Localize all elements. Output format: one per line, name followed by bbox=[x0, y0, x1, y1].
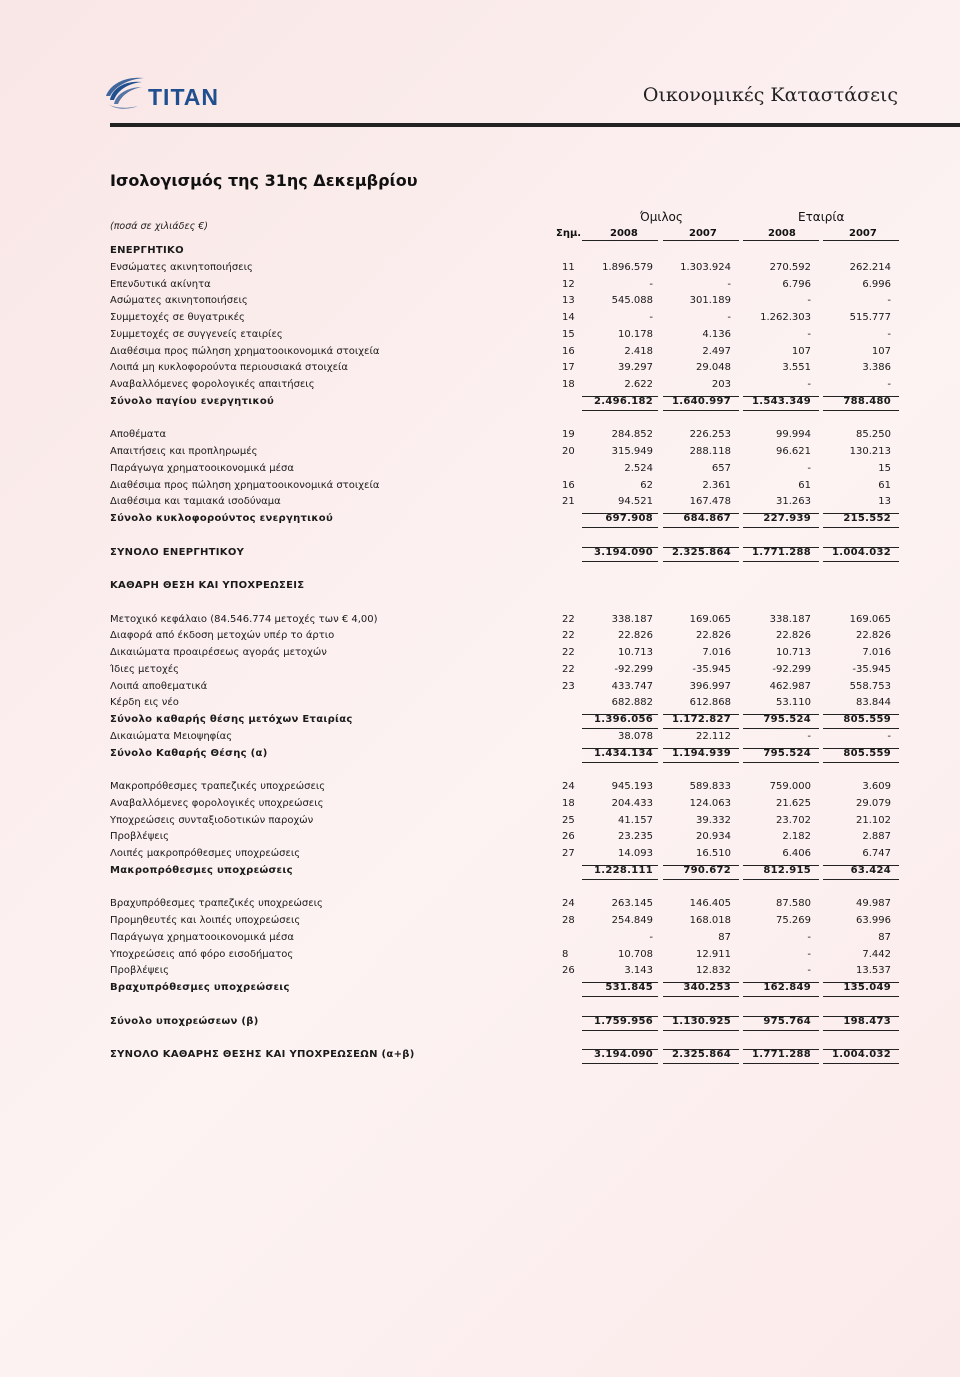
company-2008-value: 162.849 bbox=[763, 982, 811, 993]
spacer-row bbox=[110, 528, 900, 545]
row-label: Διαφορά από έκδοση μετοχών υπέρ το άρτιο bbox=[110, 630, 335, 642]
table-row bbox=[110, 930, 900, 947]
company-2007-value: 107 bbox=[871, 345, 891, 357]
group-2008-value: 10.713 bbox=[618, 647, 653, 658]
row-label: Σύνολο Καθαρής Θέσης (α) bbox=[110, 747, 268, 759]
balance-sheet-table bbox=[110, 243, 900, 1064]
row-label: Μακροπρόθεσμες τραπεζικές υποχρεώσεις bbox=[110, 781, 326, 792]
company-2008-value: - bbox=[807, 965, 811, 977]
company-header: Εταιρία bbox=[798, 210, 845, 224]
group-2007-value: 684.867 bbox=[683, 513, 731, 524]
company-2008-value: 795.524 bbox=[763, 747, 811, 759]
note-number: 17 bbox=[562, 362, 575, 374]
company-2008-value: 1.771.288 bbox=[751, 1049, 811, 1060]
company-2008-value: 975.764 bbox=[763, 1015, 811, 1027]
company-2008-value: 270.592 bbox=[769, 261, 811, 273]
note-number: 13 bbox=[562, 295, 575, 307]
section-label: ΚΑΘΑΡΗ ΘΕΣΗ ΚΑΙ ΥΠΟΧΡΕΩΣΕΙΣ bbox=[110, 580, 305, 591]
group-2007-value: 657 bbox=[711, 462, 731, 474]
company-2007-value: 85.250 bbox=[856, 429, 891, 441]
table-row bbox=[110, 628, 900, 645]
company-2008-value: 1.262.303 bbox=[760, 312, 811, 323]
group-2007-value: 301.189 bbox=[689, 295, 731, 307]
row-label: Διαθέσιμα προς πώληση χρηματοοικονομικά στοιχεία bbox=[110, 479, 380, 491]
header-underline bbox=[823, 240, 899, 241]
company-2008-value: 462.987 bbox=[769, 680, 811, 692]
section-heading bbox=[110, 243, 900, 260]
header-underline bbox=[663, 240, 739, 241]
section-label: ΕΝΕΡΓΗΤΙΚΟ bbox=[110, 245, 184, 256]
table-row bbox=[110, 461, 900, 478]
company-2008-value: 21.625 bbox=[776, 797, 811, 809]
row-label: Αποθέματα bbox=[110, 429, 167, 441]
group-2008-value: 94.521 bbox=[618, 496, 653, 508]
company-2007-value: 262.214 bbox=[849, 261, 891, 273]
total-row bbox=[110, 1047, 900, 1064]
company-2008-value: 1.543.349 bbox=[751, 395, 811, 407]
company-2007-value: 7.442 bbox=[862, 948, 891, 960]
group-2008-value: 62 bbox=[640, 479, 653, 491]
header-divider bbox=[110, 123, 960, 127]
company-2008-value: 96.621 bbox=[776, 446, 811, 457]
note-number: 16 bbox=[562, 479, 575, 491]
group-2007-value: 22.826 bbox=[696, 630, 731, 642]
note-number: 21 bbox=[562, 496, 575, 508]
table-row bbox=[110, 444, 900, 461]
table-row bbox=[110, 695, 900, 712]
group-2008-value: 545.088 bbox=[611, 295, 653, 307]
group-2008-value: 263.145 bbox=[611, 898, 653, 910]
company-2007-header: 2007 bbox=[849, 228, 877, 239]
company-2008-value: 2.182 bbox=[782, 831, 811, 843]
group-2008-value: 22.826 bbox=[618, 630, 653, 642]
row-label: Αναβαλλόμενες φορολογικές υποχρεώσεις bbox=[110, 797, 324, 809]
company-2007-value: 63.424 bbox=[850, 864, 891, 876]
company-2008-value: 1.771.288 bbox=[751, 546, 811, 558]
group-2007-value: 589.833 bbox=[689, 781, 731, 792]
note-number: 22 bbox=[562, 647, 575, 658]
row-label: Λοιπές μακροπρόθεσμες υποχρεώσεις bbox=[110, 848, 301, 859]
table-row bbox=[110, 277, 900, 294]
row-label: Υποχρεώσεις συνταξιοδοτικών παροχών bbox=[110, 814, 314, 826]
group-2007-value: 288.118 bbox=[689, 446, 731, 457]
company-2007-value: 805.559 bbox=[843, 714, 891, 725]
note-number: 22 bbox=[562, 663, 575, 675]
group-2007-value: 124.063 bbox=[689, 797, 731, 809]
table-row bbox=[110, 729, 900, 746]
group-2008-value: 3.194.090 bbox=[593, 546, 653, 558]
group-2007-value: 2.497 bbox=[702, 345, 731, 357]
group-2008-value: 2.622 bbox=[624, 379, 653, 390]
table-row bbox=[110, 360, 900, 377]
row-label: Λοιπά μη κυκλοφορούντα περιουσιακά στοιχεία bbox=[110, 362, 349, 374]
company-2007-value: - bbox=[887, 730, 891, 742]
group-header: Όμιλος bbox=[640, 210, 683, 224]
company-2007-value: 7.016 bbox=[862, 647, 891, 658]
group-2008-value: 3.143 bbox=[624, 965, 653, 977]
group-2007-value: 7.016 bbox=[702, 647, 731, 658]
group-2007-value: 2.361 bbox=[702, 479, 731, 491]
company-2007-value: 6.996 bbox=[862, 278, 891, 290]
company-2007-value: 805.559 bbox=[843, 747, 891, 759]
group-2008-value: - bbox=[649, 931, 653, 943]
spacer-row bbox=[110, 880, 900, 897]
row-label: Ενσώματες ακινητοποιήσεις bbox=[110, 261, 253, 273]
company-2007-value: 29.079 bbox=[856, 797, 891, 809]
group-2008-value: - bbox=[649, 312, 653, 323]
group-2008-value: 697.908 bbox=[605, 513, 653, 524]
table-row bbox=[110, 813, 900, 830]
note-column-header: Σημ. bbox=[556, 228, 582, 239]
group-2007-value: 168.018 bbox=[689, 915, 731, 926]
group-2008-value: 2.418 bbox=[624, 345, 653, 357]
total-row bbox=[110, 712, 900, 729]
table-row bbox=[110, 478, 900, 495]
company-2008-value: - bbox=[807, 328, 811, 340]
group-2008-value: 10.708 bbox=[618, 948, 653, 960]
note-number: 28 bbox=[562, 915, 575, 926]
group-2007-value: 203 bbox=[711, 379, 731, 390]
company-2008-value: 61 bbox=[798, 479, 811, 491]
group-2007-value: 20.934 bbox=[696, 831, 731, 843]
row-label: Σύνολο κυκλοφορούντος ενεργητικού bbox=[110, 513, 333, 524]
group-2007-value: 4.136 bbox=[702, 328, 731, 340]
group-2008-value: 682.882 bbox=[611, 697, 653, 709]
note-number: 25 bbox=[562, 814, 575, 826]
group-2008-value: 23.235 bbox=[618, 831, 653, 843]
table-row bbox=[110, 846, 900, 863]
group-2007-value: 167.478 bbox=[689, 496, 731, 508]
group-2007-value: 169.065 bbox=[689, 613, 731, 625]
group-2008-value: 41.157 bbox=[618, 814, 653, 826]
note-number: 16 bbox=[562, 345, 575, 357]
group-2008-value: 2.524 bbox=[624, 462, 653, 474]
note-number: 24 bbox=[562, 781, 575, 792]
group-2008-value: -92.299 bbox=[614, 663, 653, 675]
total-row bbox=[110, 511, 900, 528]
company-2008-value: 6.796 bbox=[782, 278, 811, 290]
group-2008-value: - bbox=[649, 278, 653, 290]
table-row bbox=[110, 779, 900, 796]
group-2007-value: 12.832 bbox=[696, 965, 731, 977]
group-2008-value: 338.187 bbox=[611, 613, 653, 625]
row-label: Προμηθευτές και λοιπές υποχρεώσεις bbox=[110, 915, 301, 926]
group-2008-value: 284.852 bbox=[611, 429, 653, 441]
table-row bbox=[110, 344, 900, 361]
company-2007-value: 515.777 bbox=[849, 312, 891, 323]
total-row bbox=[110, 746, 900, 763]
company-2007-value: 87 bbox=[878, 931, 891, 943]
note-number: 26 bbox=[562, 965, 575, 977]
company-2007-value: - bbox=[887, 328, 891, 340]
note-number: 22 bbox=[562, 613, 575, 625]
note-number: 23 bbox=[562, 680, 575, 692]
group-2007-value: - bbox=[727, 278, 731, 290]
company-2007-value: 83.844 bbox=[856, 697, 891, 709]
row-label: Ασώματες ακινητοποιήσεις bbox=[110, 295, 248, 307]
company-2008-value: - bbox=[807, 931, 811, 943]
row-label: Προβλέψεις bbox=[110, 965, 169, 977]
company-2008-value: 31.263 bbox=[776, 496, 811, 508]
row-label: Επενδυτικά ακίνητα bbox=[110, 278, 211, 290]
company-2007-value: 169.065 bbox=[849, 613, 891, 625]
company-2008-value: 53.110 bbox=[776, 697, 811, 709]
company-2008-value: 795.524 bbox=[763, 714, 811, 725]
group-2008-value: 254.849 bbox=[611, 915, 653, 926]
row-label: Δικαιώματα Μειοψηφίας bbox=[110, 730, 233, 742]
spacer-row bbox=[110, 762, 900, 779]
row-label: ΣΥΝΟΛΟ ΕΝΕΡΓΗΤΙΚΟΥ bbox=[110, 546, 245, 558]
table-row bbox=[110, 829, 900, 846]
row-label: Αναβαλλόμενες φορολογικές απαιτήσεις bbox=[110, 379, 315, 390]
company-2007-value: 2.887 bbox=[862, 831, 891, 843]
company-2007-value: - bbox=[887, 295, 891, 307]
row-label: Συμμετοχές σε συγγενείς εταιρίες bbox=[110, 328, 283, 340]
group-2007-value: 87 bbox=[718, 931, 731, 943]
spacer-row bbox=[110, 595, 900, 612]
group-2008-value: 1.759.956 bbox=[593, 1015, 653, 1027]
company-2008-value: 10.713 bbox=[776, 647, 811, 658]
group-2008-value: 10.178 bbox=[618, 328, 653, 340]
company-2008-value: 812.915 bbox=[763, 864, 811, 876]
page-header bbox=[0, 0, 960, 128]
spacer-row bbox=[110, 411, 900, 428]
company-2008-value: 338.187 bbox=[769, 613, 811, 625]
company-2007-value: 63.996 bbox=[856, 915, 891, 926]
group-2008-value: 1.434.134 bbox=[593, 747, 653, 759]
group-2008-header: 2008 bbox=[610, 228, 638, 239]
table-row bbox=[110, 947, 900, 964]
company-2008-value: - bbox=[807, 295, 811, 307]
company-2008-header: 2008 bbox=[768, 228, 796, 239]
document-title: Οικονομικές Καταστάσεις bbox=[642, 84, 898, 106]
group-2008-value: 39.297 bbox=[618, 362, 653, 374]
table-row bbox=[110, 327, 900, 344]
note-number: 24 bbox=[562, 898, 575, 910]
row-label: Υποχρεώσεις από φόρο εισοδήματος bbox=[110, 948, 294, 960]
header-underline bbox=[743, 240, 819, 241]
units-note: (ποσά σε χιλιάδες €) bbox=[110, 221, 208, 232]
row-label: Βραχυπρόθεσμες υποχρεώσεις bbox=[110, 982, 290, 993]
company-2007-value: 198.473 bbox=[843, 1015, 891, 1027]
row-label: Σύνολο καθαρής θέσης μετόχων Εταιρίας bbox=[110, 714, 353, 725]
group-2007-value: 146.405 bbox=[689, 898, 731, 910]
company-2007-value: 49.987 bbox=[856, 898, 891, 910]
table-row bbox=[110, 612, 900, 629]
total-row bbox=[110, 545, 900, 562]
group-2007-value: 22.112 bbox=[696, 730, 731, 742]
table-row bbox=[110, 293, 900, 310]
company-2008-value: 87.580 bbox=[776, 898, 811, 910]
table-row bbox=[110, 377, 900, 394]
group-2007-value: 1.172.827 bbox=[671, 714, 731, 725]
page-title: Ισολογισμός της 31ης Δεκεμβρίου bbox=[110, 171, 418, 190]
company-2007-value: 22.826 bbox=[856, 630, 891, 642]
company-2007-value: 61 bbox=[878, 479, 891, 491]
group-2007-value: 39.332 bbox=[696, 814, 731, 826]
group-2007-value: -35.945 bbox=[692, 663, 731, 675]
row-label: Κέρδη εις νέο bbox=[110, 697, 179, 709]
row-label: Λοιπά αποθεματικά bbox=[110, 680, 208, 692]
group-2008-value: 315.949 bbox=[611, 446, 653, 457]
company-2007-value: 6.747 bbox=[862, 848, 891, 859]
group-2008-value: 2.496.182 bbox=[593, 395, 653, 407]
row-label: Ίδιες μετοχές bbox=[110, 663, 179, 675]
total-row bbox=[110, 1014, 900, 1031]
row-label: Δικαιώματα προαιρέσεως αγοράς μετοχών bbox=[110, 647, 327, 658]
company-2008-value: - bbox=[807, 462, 811, 474]
row-label: Συμμετοχές σε θυγατρικές bbox=[110, 312, 245, 323]
company-2008-value: 75.269 bbox=[776, 915, 811, 926]
group-2007-value: 1.303.924 bbox=[680, 261, 731, 273]
note-number: 8 bbox=[562, 948, 569, 960]
titan-logo bbox=[104, 74, 244, 114]
note-number: 19 bbox=[562, 429, 575, 441]
note-number: 15 bbox=[562, 328, 575, 340]
table-row bbox=[110, 260, 900, 277]
group-2007-value: 1.640.997 bbox=[671, 395, 731, 407]
company-2007-value: 13.537 bbox=[856, 965, 891, 977]
group-2008-value: 1.896.579 bbox=[602, 261, 653, 273]
note-number: 12 bbox=[562, 278, 575, 290]
table-row bbox=[110, 310, 900, 327]
company-2007-value: 3.386 bbox=[862, 362, 891, 374]
group-2007-value: 226.253 bbox=[689, 429, 731, 441]
table-row bbox=[110, 796, 900, 813]
company-2008-value: -92.299 bbox=[772, 663, 811, 675]
group-2007-value: 29.048 bbox=[696, 362, 731, 374]
company-2007-value: 1.004.032 bbox=[831, 1049, 891, 1060]
note-number: 18 bbox=[562, 797, 575, 809]
company-2007-value: - bbox=[887, 379, 891, 390]
row-label: Διαθέσιμα προς πώληση χρηματοοικονομικά στοιχεία bbox=[110, 345, 380, 357]
company-2007-value: 1.004.032 bbox=[831, 546, 891, 558]
company-2007-value: 558.753 bbox=[849, 680, 891, 692]
group-2008-value: 3.194.090 bbox=[593, 1049, 653, 1060]
group-2007-value: 1.130.925 bbox=[671, 1015, 731, 1027]
company-2008-value: 759.000 bbox=[769, 781, 811, 792]
group-2008-value: 1.228.111 bbox=[593, 864, 653, 876]
company-2007-value: 13 bbox=[878, 496, 891, 508]
note-number: 22 bbox=[562, 630, 575, 642]
row-label: Παράγωγα χρηματοοικονομικά μέσα bbox=[110, 931, 294, 943]
total-row bbox=[110, 863, 900, 880]
group-2008-value: 14.093 bbox=[618, 848, 653, 859]
group-2008-value: 945.193 bbox=[611, 781, 653, 792]
total-row bbox=[110, 394, 900, 411]
row-label: Σύνολο παγίου ενεργητικού bbox=[110, 395, 275, 407]
company-2007-value: 215.552 bbox=[843, 513, 891, 524]
group-2008-value: 38.078 bbox=[618, 730, 653, 742]
group-2007-value: 612.868 bbox=[689, 697, 731, 709]
table-row bbox=[110, 679, 900, 696]
company-2008-value: 3.551 bbox=[782, 362, 811, 374]
row-label: Μακροπρόθεσμες υποχρεώσεις bbox=[110, 864, 293, 876]
company-2008-value: 23.702 bbox=[776, 814, 811, 826]
group-2007-value: 1.194.939 bbox=[671, 747, 731, 759]
table-row bbox=[110, 645, 900, 662]
total-row bbox=[110, 980, 900, 997]
row-label: Σύνολο υποχρεώσεων (β) bbox=[110, 1015, 259, 1027]
group-2007-value: - bbox=[727, 312, 731, 323]
group-2007-header: 2007 bbox=[689, 228, 717, 239]
company-2008-value: - bbox=[807, 730, 811, 742]
company-2007-value: 15 bbox=[878, 462, 891, 474]
group-2008-value: 1.396.056 bbox=[593, 714, 653, 725]
note-number: 20 bbox=[562, 446, 575, 457]
company-2008-value: 107 bbox=[791, 345, 811, 357]
group-2007-value: 16.510 bbox=[696, 848, 731, 859]
group-2007-value: 396.997 bbox=[689, 680, 731, 692]
spacer-row bbox=[110, 561, 900, 578]
note-number: 18 bbox=[562, 379, 575, 390]
note-number: 11 bbox=[562, 261, 575, 273]
table-row bbox=[110, 896, 900, 913]
brand-text: TITAN bbox=[148, 84, 220, 110]
company-2008-value: - bbox=[807, 948, 811, 960]
row-label: Βραχυπρόθεσμες τραπεζικές υποχρεώσεις bbox=[110, 898, 323, 910]
group-2007-value: 2.325.864 bbox=[671, 546, 731, 558]
table-row bbox=[110, 494, 900, 511]
company-2007-value: -35.945 bbox=[852, 663, 891, 675]
company-2007-value: 135.049 bbox=[843, 982, 891, 993]
company-2008-value: 99.994 bbox=[776, 429, 811, 441]
company-2008-value: - bbox=[807, 379, 811, 390]
group-2008-value: 204.433 bbox=[611, 797, 653, 809]
note-number: 26 bbox=[562, 831, 575, 843]
table-row bbox=[110, 427, 900, 444]
row-label: Μετοχικό κεφάλαιο (84.546.774 μετοχές των € 4,00) bbox=[110, 613, 378, 625]
company-2008-value: 22.826 bbox=[776, 630, 811, 642]
header-underline bbox=[582, 240, 658, 241]
row-label: Προβλέψεις bbox=[110, 831, 169, 843]
group-2007-value: 12.911 bbox=[696, 948, 731, 960]
row-label: Διαθέσιμα και ταμιακά ισοδύναμα bbox=[110, 496, 281, 508]
company-2008-value: 6.406 bbox=[782, 848, 811, 859]
table-row bbox=[110, 913, 900, 930]
group-2007-value: 340.253 bbox=[683, 982, 731, 993]
section-heading bbox=[110, 578, 900, 595]
note-number: 27 bbox=[562, 848, 575, 859]
row-label: Παράγωγα χρηματοοικονομικά μέσα bbox=[110, 462, 294, 474]
company-2008-value: 227.939 bbox=[763, 513, 811, 524]
spacer-row bbox=[110, 1030, 900, 1047]
company-2007-value: 130.213 bbox=[849, 446, 891, 457]
group-2007-value: 2.325.864 bbox=[671, 1049, 731, 1060]
spacer-row bbox=[110, 997, 900, 1014]
company-2007-value: 21.102 bbox=[856, 814, 891, 826]
company-2007-value: 788.480 bbox=[843, 395, 891, 407]
group-2008-value: 531.845 bbox=[605, 982, 653, 993]
group-2007-value: 790.672 bbox=[683, 864, 731, 876]
note-number: 14 bbox=[562, 312, 575, 323]
table-row bbox=[110, 662, 900, 679]
company-2007-value: 3.609 bbox=[862, 781, 891, 792]
table-row bbox=[110, 963, 900, 980]
group-2008-value: 433.747 bbox=[611, 680, 653, 692]
row-label: ΣΥΝΟΛΟ ΚΑΘΑΡΗΣ ΘΕΣΗΣ ΚΑΙ ΥΠΟΧΡΕΩΣΕΩΝ (α+β) bbox=[110, 1049, 415, 1060]
row-label: Απαιτήσεις και προπληρωμές bbox=[110, 446, 258, 457]
